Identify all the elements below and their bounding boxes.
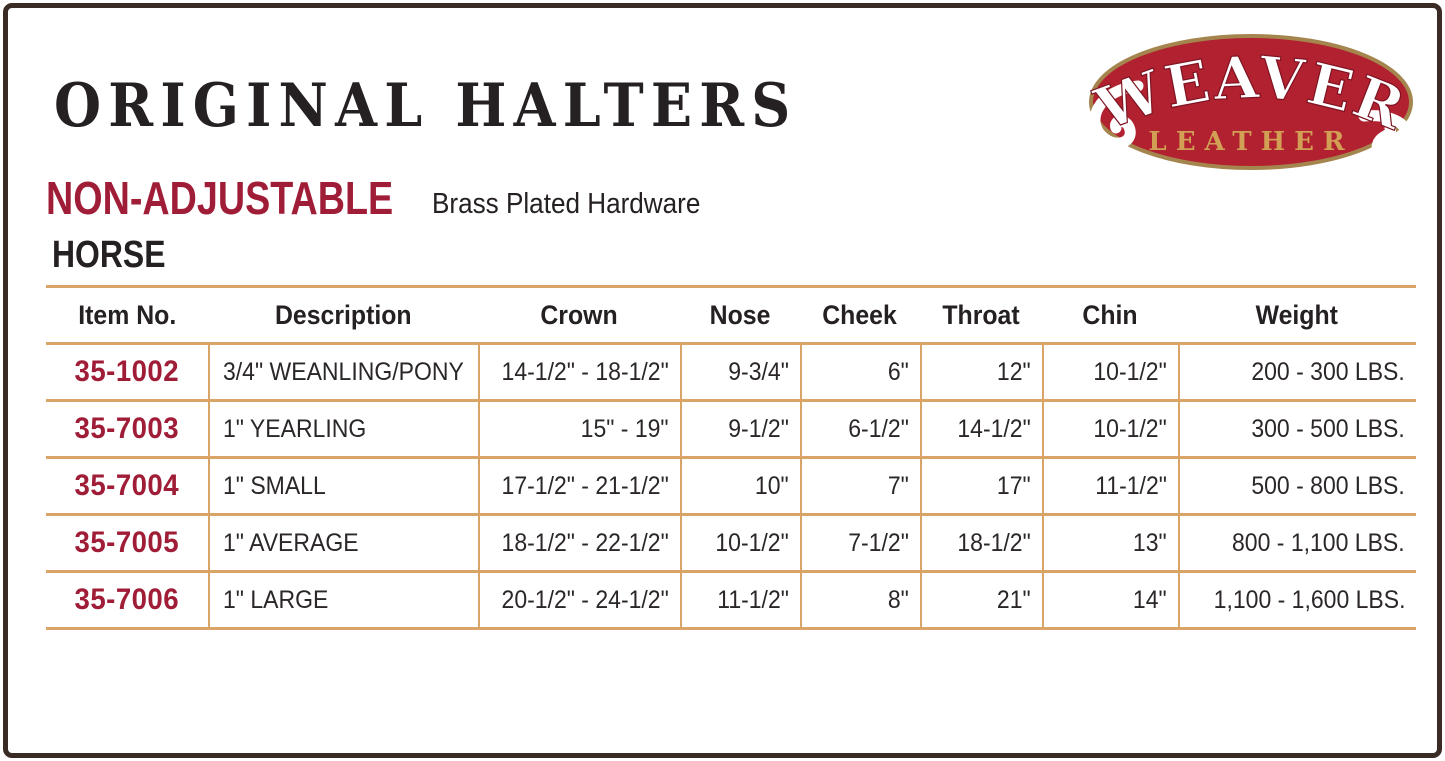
spec-cell [1042,516,1178,570]
cell-value: 14-1/2" [957,414,1031,443]
col-header-label: Item No. [77,299,176,330]
col-header-label: Throat [942,299,1020,330]
col-header-chin [1042,288,1178,342]
spec-cell [1178,573,1416,627]
logo-brand-text: WEAVER [1087,43,1416,144]
cell-value: 35-7006 [74,583,180,616]
item-no-cell [46,459,208,513]
cell-value: 1" SMALL [223,471,326,500]
item-no-cell [46,516,208,570]
cell-value: 300 - 500 LBS. [1251,414,1405,443]
spec-cell [478,459,680,513]
spec-cell [208,345,478,399]
section-title-horse: HORSE [52,234,166,276]
spec-cell [680,402,800,456]
cell-value: 13" [1133,528,1167,557]
cell-value: 7" [888,471,909,500]
spec-cell [680,573,800,627]
spec-cell [1042,345,1178,399]
spec-cell [920,345,1042,399]
table-row [46,459,1416,516]
cell-value: 14-1/2" - 18-1/2" [501,357,669,386]
spec-cell [1178,459,1416,513]
spec-cell [800,459,920,513]
item-no-cell [46,573,208,627]
cell-value: 200 - 300 LBS. [1251,357,1405,386]
col-header-cheek [800,288,920,342]
spec-cell [800,402,920,456]
spec-cell [208,516,478,570]
spec-cell [478,345,680,399]
spec-cell [1042,573,1178,627]
col-header-description [208,288,478,342]
cell-value: 17" [997,471,1031,500]
spec-cell [920,573,1042,627]
cell-value: 8" [888,585,909,614]
spec-cell [800,516,920,570]
col-header-throat [920,288,1042,342]
page-title-text: ORIGINAL HALTERS [54,71,798,141]
cell-value: 20-1/2" - 24-1/2" [501,585,669,614]
cell-value: 15" - 19" [581,414,669,443]
hardware-note: Brass Plated Hardware [432,188,701,220]
spec-cell [920,459,1042,513]
page-frame [3,3,1442,758]
cell-value: 10" [755,471,789,500]
subtitle-non-adjustable: NON-ADJUSTABLE [46,172,394,224]
spec-cell [1178,345,1416,399]
cell-value: 10-1/2" [1093,414,1167,443]
spec-cell [680,516,800,570]
cell-value: 9-1/2" [728,414,789,443]
cell-value: 11-1/2" [717,585,789,614]
weaver-logo-graphic [1080,26,1422,176]
cell-value: 500 - 800 LBS. [1251,471,1405,500]
spec-cell [1042,459,1178,513]
spec-cell [920,402,1042,456]
cell-value: 1" YEARLING [223,414,367,443]
cell-value: 35-1002 [74,355,180,388]
col-header-item-no [46,288,208,342]
spec-cell [680,459,800,513]
col-header-nose [680,288,800,342]
spec-cell [800,345,920,399]
col-header-label: Nose [709,299,771,330]
spec-cell [478,402,680,456]
table-row [46,516,1416,573]
table-row [46,402,1416,459]
spec-cell [680,345,800,399]
logo-sub-brand-text: LEATHER [1148,127,1354,157]
spec-cell [1178,402,1416,456]
item-no-cell [46,345,208,399]
col-header-label: Description [274,299,412,330]
cell-value: 6-1/2" [848,414,909,443]
item-no-cell [46,402,208,456]
cell-value: 10-1/2" [715,528,789,557]
cell-value: 7-1/2" [848,528,909,557]
weaver-leather-logo [1080,26,1422,176]
spec-cell [208,459,478,513]
spec-cell [800,573,920,627]
col-header-weight [1178,288,1416,342]
spec-table-body [46,345,1416,630]
cell-value: 18-1/2" - 22-1/2" [501,528,669,557]
spec-cell [1178,516,1416,570]
col-header-label: Chin [1082,299,1138,330]
cell-value: 21" [997,585,1031,614]
page-title [54,71,880,141]
spec-table [46,285,1416,630]
col-header-label: Crown [540,299,618,330]
cell-value: 800 - 1,100 LBS. [1232,528,1405,557]
cell-value: 14" [1133,585,1167,614]
col-header-crown [478,288,680,342]
cell-value: 12" [997,357,1031,386]
cell-value: 10-1/2" [1093,357,1167,386]
spec-cell [478,573,680,627]
spec-cell [1042,402,1178,456]
spec-cell [478,516,680,570]
spec-cell [208,573,478,627]
col-header-label: Weight [1255,299,1339,330]
cell-value: 9-3/4" [728,357,789,386]
cell-value: 11-1/2" [1095,471,1167,500]
cell-value: 1" AVERAGE [223,528,359,557]
spec-cell [208,402,478,456]
cell-value: 1" LARGE [223,585,329,614]
spec-table-header [46,285,1416,345]
cell-value: 1,100 - 1,600 LBS. [1213,585,1405,614]
cell-value: 35-7003 [74,412,180,445]
cell-value: 6" [888,357,909,386]
spec-cell [920,516,1042,570]
cell-value: 3/4" WEANLING/PONY [223,357,464,386]
table-row [46,573,1416,630]
cell-value: 18-1/2" [957,528,1031,557]
cell-value: 35-7005 [74,526,180,559]
table-row [46,345,1416,402]
cell-value: 17-1/2" - 21-1/2" [501,471,669,500]
cell-value: 35-7004 [74,469,180,502]
col-header-label: Cheek [822,299,898,330]
